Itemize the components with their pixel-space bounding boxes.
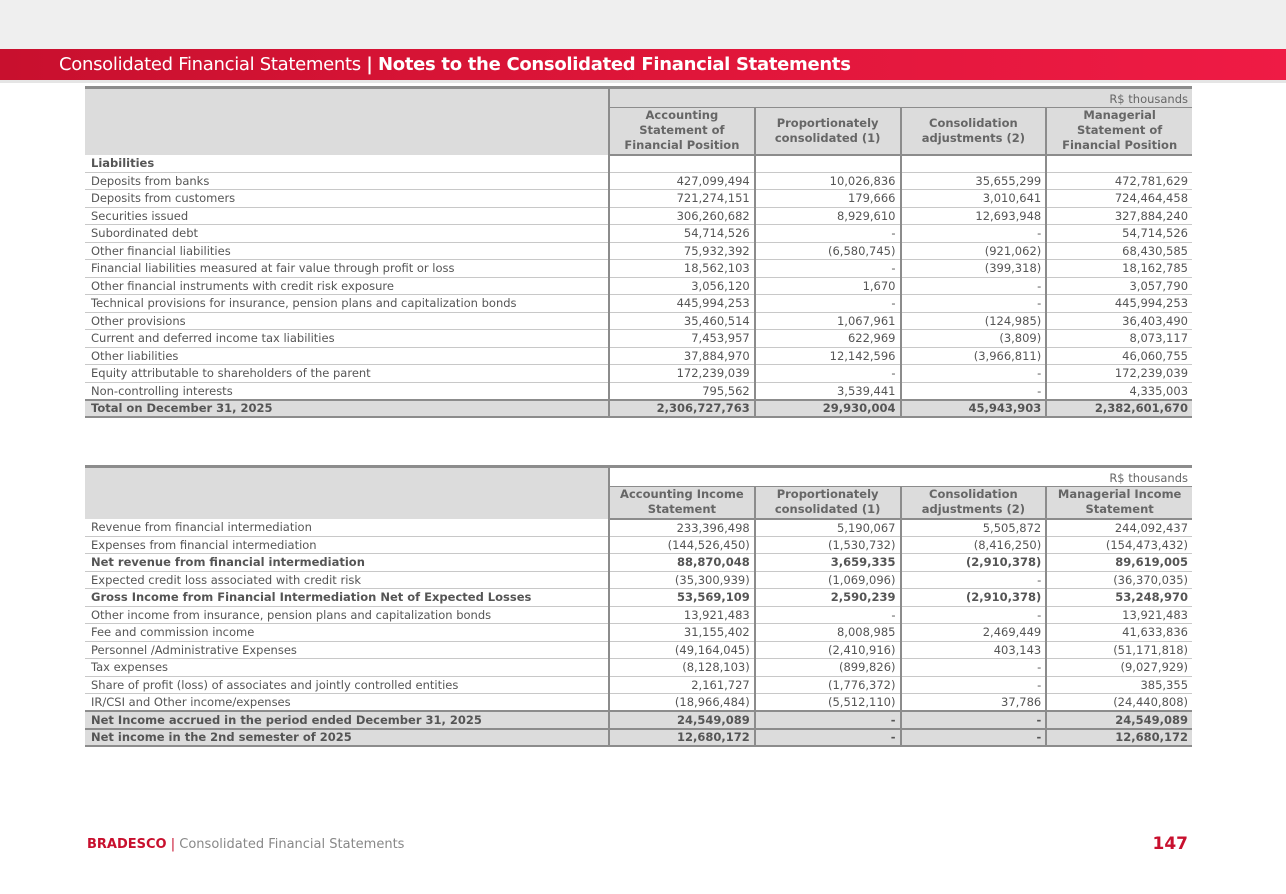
value-cell: 385,355 xyxy=(1046,676,1192,694)
value-cell: - xyxy=(755,225,901,243)
section-row xyxy=(85,155,1192,173)
row-label: Other liabilities xyxy=(85,347,609,365)
value-cell: (154,473,432) xyxy=(1046,536,1192,554)
value-cell: (5,512,110) xyxy=(755,694,901,712)
row-label: Other income from insurance, pension plans and capitalization bonds xyxy=(85,606,609,624)
value-cell: 403,143 xyxy=(901,641,1047,659)
value-cell: 7,453,957 xyxy=(609,330,755,348)
table-row xyxy=(85,519,1192,537)
table-row xyxy=(85,242,1192,260)
value-cell: 327,884,240 xyxy=(1046,207,1192,225)
row-label: Current and deferred income tax liabilities xyxy=(85,330,609,348)
row-label: Tax expenses xyxy=(85,659,609,677)
value-cell: 88,870,048 xyxy=(609,554,755,572)
value-cell: 2,590,239 xyxy=(755,589,901,607)
row-label: Total on December 31, 2025 xyxy=(85,400,609,418)
value-cell: (921,062) xyxy=(901,242,1047,260)
value-cell: 37,786 xyxy=(901,694,1047,712)
row-label: Revenue from financial intermediation xyxy=(85,519,609,537)
value-cell: (6,580,745) xyxy=(755,242,901,260)
value-cell: - xyxy=(901,676,1047,694)
value-cell: 37,884,970 xyxy=(609,347,755,365)
value-cell: 2,469,449 xyxy=(901,624,1047,642)
column-header: Consolidation adjustments (2) xyxy=(901,108,1047,155)
value-cell: 306,260,682 xyxy=(609,207,755,225)
table-row xyxy=(85,312,1192,330)
value-cell: (51,171,818) xyxy=(1046,641,1192,659)
row-label: Financial liabilities measured at fair value through profit or loss xyxy=(85,260,609,278)
value-cell: (144,526,450) xyxy=(609,536,755,554)
value-cell: 1,670 xyxy=(755,277,901,295)
value-cell: - xyxy=(901,277,1047,295)
value-cell: 12,142,596 xyxy=(755,347,901,365)
row-label: IR/CSI and Other income/expenses xyxy=(85,694,609,712)
value-cell: 12,680,172 xyxy=(1046,729,1192,747)
column-header: Consolidation adjustments (2) xyxy=(901,487,1047,519)
row-label: Fee and commission income xyxy=(85,624,609,642)
value-cell: - xyxy=(755,295,901,313)
value-cell: - xyxy=(755,711,901,729)
value-cell: (1,776,372) xyxy=(755,676,901,694)
table-row xyxy=(85,536,1192,554)
footer xyxy=(87,837,404,852)
value-cell: 445,994,253 xyxy=(609,295,755,313)
value-cell: (1,069,096) xyxy=(755,571,901,589)
value-cell: 35,460,514 xyxy=(609,312,755,330)
table-row xyxy=(85,347,1192,365)
value-cell: 12,693,948 xyxy=(901,207,1047,225)
table-row xyxy=(85,365,1192,383)
value-cell: 46,060,755 xyxy=(1046,347,1192,365)
value-cell: 1,067,961 xyxy=(755,312,901,330)
table-row xyxy=(85,676,1192,694)
value-cell: 31,155,402 xyxy=(609,624,755,642)
column-header: Accounting Income Statement xyxy=(609,487,755,519)
value-cell: 5,190,067 xyxy=(755,519,901,537)
value-cell: 18,162,785 xyxy=(1046,260,1192,278)
value-cell: - xyxy=(901,711,1047,729)
table-row xyxy=(85,172,1192,190)
value-cell: 24,549,089 xyxy=(1046,711,1192,729)
row-label: Net revenue from financial intermediation xyxy=(85,554,609,572)
total-row xyxy=(85,729,1192,747)
value-cell: (49,164,045) xyxy=(609,641,755,659)
value-cell: 2,382,601,670 xyxy=(1046,400,1192,418)
row-label: Expenses from financial intermediation xyxy=(85,536,609,554)
table-row xyxy=(85,260,1192,278)
value-cell: - xyxy=(901,225,1047,243)
value-cell: 8,008,985 xyxy=(755,624,901,642)
value-cell: (2,910,378) xyxy=(901,589,1047,607)
top-margin xyxy=(0,0,1286,49)
value-cell: - xyxy=(755,260,901,278)
value-cell: (18,966,484) xyxy=(609,694,755,712)
row-label: Technical provisions for insurance, pension plans and capitalization bonds xyxy=(85,295,609,313)
header-blank-cell xyxy=(85,467,609,519)
value-cell: 795,562 xyxy=(609,382,755,400)
value-cell: - xyxy=(755,606,901,624)
table-row xyxy=(85,330,1192,348)
value-cell: (8,128,103) xyxy=(609,659,755,677)
row-label: Gross Income from Financial Intermediation Net of Expected Losses xyxy=(85,589,609,607)
table-row xyxy=(85,659,1192,677)
value-cell: - xyxy=(901,729,1047,747)
row-label: Net income in the 2nd semester of 2025 xyxy=(85,729,609,747)
row-label: Other provisions xyxy=(85,312,609,330)
column-header: Managerial Statement of Financial Position xyxy=(1046,108,1192,155)
table-row xyxy=(85,641,1192,659)
column-header: Managerial Income Statement xyxy=(1046,487,1192,519)
value-cell: 54,714,526 xyxy=(609,225,755,243)
row-label: Expected credit loss associated with credit risk xyxy=(85,571,609,589)
table-row xyxy=(85,295,1192,313)
income-statement-table xyxy=(85,465,1192,747)
header-separator: | xyxy=(366,54,373,75)
value-cell: 3,659,335 xyxy=(755,554,901,572)
value-cell: 3,057,790 xyxy=(1046,277,1192,295)
value-cell: (24,440,808) xyxy=(1046,694,1192,712)
row-label: Equity attributable to shareholders of the parent xyxy=(85,365,609,383)
table-row xyxy=(85,207,1192,225)
banner-shadow xyxy=(0,80,1286,83)
value-cell: 18,562,103 xyxy=(609,260,755,278)
value-cell: 24,549,089 xyxy=(609,711,755,729)
value-cell: 244,092,437 xyxy=(1046,519,1192,537)
section-label: Liabilities xyxy=(85,155,609,173)
value-cell: (35,300,939) xyxy=(609,571,755,589)
value-cell: 2,306,727,763 xyxy=(609,400,755,418)
footer-separator: | xyxy=(170,837,176,852)
value-cell: 8,929,610 xyxy=(755,207,901,225)
value-cell: 89,619,005 xyxy=(1046,554,1192,572)
value-cell: 172,239,039 xyxy=(1046,365,1192,383)
value-cell: 45,943,903 xyxy=(901,400,1047,418)
value-cell: 75,932,392 xyxy=(609,242,755,260)
value-cell: - xyxy=(901,365,1047,383)
value-cell: 721,274,151 xyxy=(609,190,755,208)
value-cell: 13,921,483 xyxy=(1046,606,1192,624)
value-cell: 179,666 xyxy=(755,190,901,208)
value-cell: 54,714,526 xyxy=(1046,225,1192,243)
value-cell: - xyxy=(901,659,1047,677)
value-cell: (899,826) xyxy=(755,659,901,677)
value-cell: 41,633,836 xyxy=(1046,624,1192,642)
value-cell: 5,505,872 xyxy=(901,519,1047,537)
table-row xyxy=(85,606,1192,624)
value-cell: 13,921,483 xyxy=(609,606,755,624)
table-row xyxy=(85,277,1192,295)
row-label: Share of profit (loss) of associates and jointly controlled entities xyxy=(85,676,609,694)
value-cell: (1,530,732) xyxy=(755,536,901,554)
header-blank-cell xyxy=(85,88,609,155)
value-cell: (36,370,035) xyxy=(1046,571,1192,589)
footer-text: Consolidated Financial Statements xyxy=(179,837,405,852)
page-number: 147 xyxy=(1152,834,1188,854)
row-label: Deposits from banks xyxy=(85,172,609,190)
value-cell: 724,464,458 xyxy=(1046,190,1192,208)
units-label: R$ thousands xyxy=(609,467,1192,487)
row-label: Net Income accrued in the period ended December 31, 2025 xyxy=(85,711,609,729)
row-label: Non-controlling interests xyxy=(85,382,609,400)
value-cell: 12,680,172 xyxy=(609,729,755,747)
footer-brand: BRADESCO xyxy=(87,837,167,852)
value-cell: (124,985) xyxy=(901,312,1047,330)
table-row xyxy=(85,225,1192,243)
row-label: Personnel /Administrative Expenses xyxy=(85,641,609,659)
value-cell: 472,781,629 xyxy=(1046,172,1192,190)
liabilities-table xyxy=(85,86,1192,418)
row-label: Other financial instruments with credit risk exposure xyxy=(85,277,609,295)
value-cell: 172,239,039 xyxy=(609,365,755,383)
value-cell: 29,930,004 xyxy=(755,400,901,418)
value-cell: - xyxy=(755,365,901,383)
value-cell: 68,430,585 xyxy=(1046,242,1192,260)
value-cell: (2,410,916) xyxy=(755,641,901,659)
value-cell: - xyxy=(901,606,1047,624)
value-cell: 445,994,253 xyxy=(1046,295,1192,313)
value-cell: 427,099,494 xyxy=(609,172,755,190)
column-header: Proportionately consolidated (1) xyxy=(755,108,901,155)
value-cell: (399,318) xyxy=(901,260,1047,278)
page-header-banner xyxy=(0,49,1286,80)
table-row xyxy=(85,190,1192,208)
table-row xyxy=(85,694,1192,712)
value-cell: - xyxy=(901,382,1047,400)
row-label: Deposits from customers xyxy=(85,190,609,208)
value-cell: (3,809) xyxy=(901,330,1047,348)
value-cell: 3,056,120 xyxy=(609,277,755,295)
total-row xyxy=(85,400,1192,418)
column-header: Accounting Statement of Financial Position xyxy=(609,108,755,155)
value-cell: (2,910,378) xyxy=(901,554,1047,572)
units-label: R$ thousands xyxy=(609,88,1192,108)
value-cell: (9,027,929) xyxy=(1046,659,1192,677)
value-cell: 10,026,836 xyxy=(755,172,901,190)
column-header: Proportionately consolidated (1) xyxy=(755,487,901,519)
row-label: Securities issued xyxy=(85,207,609,225)
value-cell: - xyxy=(901,571,1047,589)
value-cell: (3,966,811) xyxy=(901,347,1047,365)
header-title: Notes to the Consolidated Financial Statements xyxy=(377,54,851,75)
value-cell: 3,539,441 xyxy=(755,382,901,400)
total-row xyxy=(85,711,1192,729)
value-cell: 2,161,727 xyxy=(609,676,755,694)
value-cell: 35,655,299 xyxy=(901,172,1047,190)
value-cell: 8,073,117 xyxy=(1046,330,1192,348)
row-label: Subordinated debt xyxy=(85,225,609,243)
value-cell: (8,416,250) xyxy=(901,536,1047,554)
value-cell: 4,335,003 xyxy=(1046,382,1192,400)
row-label: Other financial liabilities xyxy=(85,242,609,260)
value-cell: 233,396,498 xyxy=(609,519,755,537)
value-cell: 3,010,641 xyxy=(901,190,1047,208)
header-section: Consolidated Financial Statements xyxy=(59,54,361,75)
value-cell: 36,403,490 xyxy=(1046,312,1192,330)
table-row xyxy=(85,382,1192,400)
value-cell: 53,569,109 xyxy=(609,589,755,607)
table-row xyxy=(85,554,1192,572)
value-cell: - xyxy=(755,729,901,747)
table-row xyxy=(85,589,1192,607)
table-row xyxy=(85,571,1192,589)
value-cell: - xyxy=(901,295,1047,313)
value-cell: 53,248,970 xyxy=(1046,589,1192,607)
value-cell: 622,969 xyxy=(755,330,901,348)
table-row xyxy=(85,624,1192,642)
